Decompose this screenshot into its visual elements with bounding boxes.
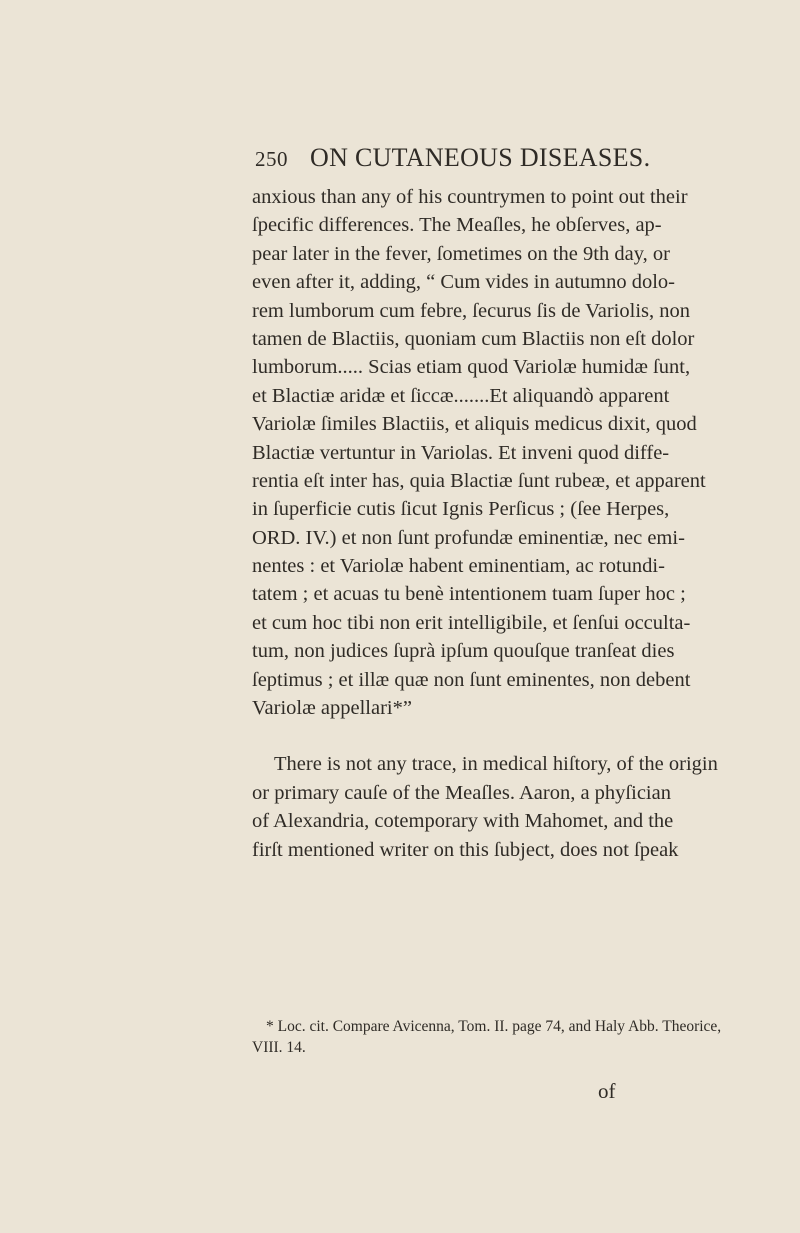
text-line: ORD. IV.) et non ſunt profundæ eminentiæ, nec emi- xyxy=(252,526,685,549)
text-line: pear later in the fever, ſometimes on the 9th day, or xyxy=(252,242,670,265)
text-line: of Alexandria, cotemporary with Mahomet, and the xyxy=(252,810,674,833)
catchword: of xyxy=(598,1079,616,1103)
text-line: There is not any trace, in medical hiſtory, of the origin xyxy=(274,753,718,776)
footnote-line: * Loc. cit. Compare Avicenna, Tom. II. page 74, and Haly Abb. Theorice, xyxy=(266,1018,722,1035)
text-line: tatem ; et acuas tu benè intentionem tuam ſuper hoc ; xyxy=(252,583,686,606)
text-line: nentes : et Variolæ habent eminentiam, ac rotundi- xyxy=(252,555,665,578)
text-line: Variolæ ſimiles Blactiis, et aliquis medicus dixit, quod xyxy=(252,413,697,436)
text-line: even after it, adding, “ Cum vides in autumno dolo- xyxy=(252,271,676,294)
running-title: ON CUTANEOUS DISEASES. xyxy=(310,143,651,172)
text-line: anxious than any of his countrymen to point out their xyxy=(252,186,688,208)
text-line: et cum hoc tibi non erit intelligibile, et ſenſui occulta- xyxy=(252,611,691,634)
text-line: ſeptimus ; et illæ quæ non ſunt eminentes, non debent xyxy=(252,668,691,691)
text-line: Blactiæ vertuntur in Variolas. Et inveni quod diffe- xyxy=(252,441,670,464)
text-line: firſt mentioned writer on this ſubject, does not ſpeak xyxy=(252,838,679,861)
text-line: tum, non judices ſuprà ipſum quouſque tranſeat dies xyxy=(252,640,675,663)
page-header xyxy=(255,143,651,173)
text-line: ſpecific differences. The Meaſles, he obſerves, ap- xyxy=(252,214,662,237)
text-line: lumborum..... Scias etiam quod Variolæ humidæ ſunt, xyxy=(252,356,691,379)
text-line: et Blactiæ aridæ et ſiccæ.......Et aliquandò apparent xyxy=(252,384,670,407)
body-text xyxy=(252,183,718,864)
text-line: rem lumborum cum febre, ſecurus ſis de Variolis, non xyxy=(252,299,690,322)
footnote xyxy=(252,1016,722,1058)
text-line: Variolæ appellari*” xyxy=(252,697,412,720)
text-line: tamen de Blactiis, quoniam cum Blactiis non eſt dolor xyxy=(252,327,695,350)
footnote-line: VIII. 14. xyxy=(252,1039,306,1056)
text-line: or primary cauſe of the Meaſles. Aaron, a phyſician xyxy=(252,781,671,804)
paragraph-gap xyxy=(252,722,627,750)
text-line: rentia eſt inter has, quia Blactiæ ſunt rubeæ, et apparent xyxy=(252,469,706,492)
text-line: in ſuperficie cutis ſicut Ignis Perſicus ; (ſee Herpes, xyxy=(252,498,670,521)
page-number: 250 xyxy=(255,147,288,171)
